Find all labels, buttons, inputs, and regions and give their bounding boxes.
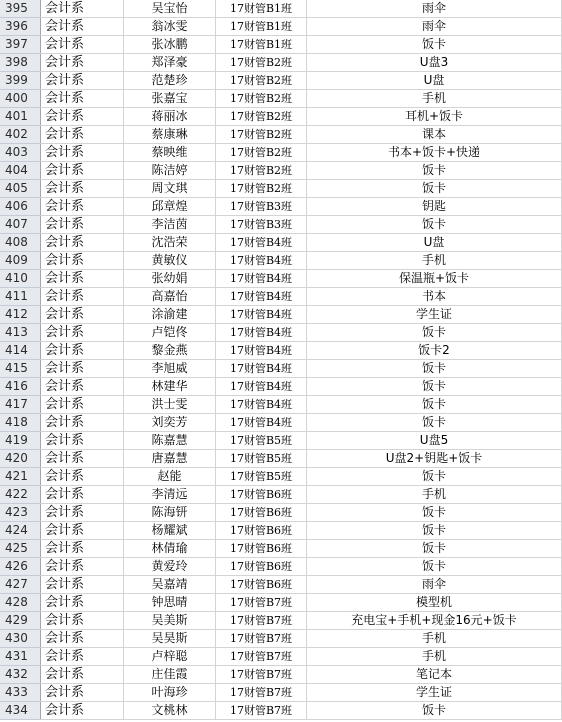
- cell-department[interactable]: 会计系: [41, 162, 124, 180]
- cell-item[interactable]: 学生证: [307, 306, 562, 324]
- cell-class[interactable]: 17财管B2班: [216, 162, 307, 180]
- cell-name[interactable]: 吴宝怡: [124, 0, 216, 18]
- cell-department[interactable]: 会计系: [41, 450, 124, 468]
- cell-item[interactable]: 保温瓶+饭卡: [307, 270, 562, 288]
- cell-department[interactable]: 会计系: [41, 234, 124, 252]
- cell-name[interactable]: 高嘉怡: [124, 288, 216, 306]
- cell-class[interactable]: 17财管B3班: [216, 216, 307, 234]
- cell-class[interactable]: 17财管B4班: [216, 414, 307, 432]
- cell-class[interactable]: 17财管B2班: [216, 54, 307, 72]
- cell-department[interactable]: 会计系: [41, 0, 124, 18]
- table-row: [0, 702, 562, 720]
- table-row: [0, 378, 562, 396]
- cell-item[interactable]: 课本: [307, 126, 562, 144]
- cell-department[interactable]: 会计系: [41, 342, 124, 360]
- row-header[interactable]: 403: [0, 144, 41, 162]
- cell-department[interactable]: 会计系: [41, 324, 124, 342]
- cell-department[interactable]: 会计系: [41, 396, 124, 414]
- cell-department[interactable]: 会计系: [41, 612, 124, 630]
- cell-name[interactable]: 卢铠佟: [124, 324, 216, 342]
- cell-class[interactable]: 17财管B2班: [216, 90, 307, 108]
- cell-class[interactable]: 17财管B1班: [216, 36, 307, 54]
- table-row: [0, 0, 562, 18]
- table-row: [0, 522, 562, 540]
- cell-name[interactable]: 文桃林: [124, 702, 216, 720]
- cell-class[interactable]: 17财管B7班: [216, 630, 307, 648]
- cell-item[interactable]: 钥匙: [307, 198, 562, 216]
- table-row: [0, 486, 562, 504]
- row-header[interactable]: 432: [0, 666, 41, 684]
- cell-department[interactable]: 会计系: [41, 108, 124, 126]
- cell-name[interactable]: 陈洁婷: [124, 162, 216, 180]
- cell-item[interactable]: 饭卡: [307, 468, 562, 486]
- cell-item[interactable]: 充电宝+手机+现金16元+饭卡: [307, 612, 562, 630]
- row-header[interactable]: 405: [0, 180, 41, 198]
- cell-item[interactable]: U盘3: [307, 54, 562, 72]
- row-header[interactable]: 395: [0, 0, 41, 18]
- cell-class[interactable]: 17财管B4班: [216, 306, 307, 324]
- cell-department[interactable]: 会计系: [41, 666, 124, 684]
- cell-department[interactable]: 会计系: [41, 36, 124, 54]
- cell-department[interactable]: 会计系: [41, 684, 124, 702]
- cell-department[interactable]: 会计系: [41, 144, 124, 162]
- cell-class[interactable]: 17财管B7班: [216, 612, 307, 630]
- cell-class[interactable]: 17财管B2班: [216, 180, 307, 198]
- cell-item[interactable]: 笔记本: [307, 666, 562, 684]
- cell-department[interactable]: 会计系: [41, 270, 124, 288]
- cell-name[interactable]: 李旭威: [124, 360, 216, 378]
- cell-department[interactable]: 会计系: [41, 180, 124, 198]
- cell-name[interactable]: 钟思晴: [124, 594, 216, 612]
- row-header[interactable]: 411: [0, 288, 41, 306]
- cell-class[interactable]: 17财管B7班: [216, 594, 307, 612]
- cell-name[interactable]: 黎金燕: [124, 342, 216, 360]
- table-row: [0, 270, 562, 288]
- cell-name[interactable]: 唐嘉慧: [124, 450, 216, 468]
- cell-name[interactable]: 范楚珍: [124, 72, 216, 90]
- cell-class[interactable]: 17财管B4班: [216, 270, 307, 288]
- cell-department[interactable]: 会计系: [41, 486, 124, 504]
- cell-name[interactable]: 林倩瑜: [124, 540, 216, 558]
- cell-class[interactable]: 17财管B1班: [216, 0, 307, 18]
- table-row: [0, 18, 562, 36]
- row-header[interactable]: 429: [0, 612, 41, 630]
- cell-class[interactable]: 17财管B4班: [216, 378, 307, 396]
- cell-item[interactable]: 饭卡: [307, 216, 562, 234]
- table-row: [0, 54, 562, 72]
- cell-item[interactable]: 饭卡: [307, 360, 562, 378]
- table-row: [0, 306, 562, 324]
- table-row: [0, 324, 562, 342]
- cell-item[interactable]: 饭卡2: [307, 342, 562, 360]
- cell-class[interactable]: 17财管B7班: [216, 648, 307, 666]
- cell-name[interactable]: 翁冰雯: [124, 18, 216, 36]
- row-header[interactable]: 433: [0, 684, 41, 702]
- cell-item[interactable]: 雨伞: [307, 576, 562, 594]
- table-row: [0, 612, 562, 630]
- cell-class[interactable]: 17财管B4班: [216, 342, 307, 360]
- cell-item[interactable]: 手机: [307, 648, 562, 666]
- cell-department[interactable]: 会计系: [41, 558, 124, 576]
- cell-item[interactable]: 学生证: [307, 684, 562, 702]
- row-header[interactable]: 419: [0, 432, 41, 450]
- cell-class[interactable]: 17财管B6班: [216, 540, 307, 558]
- cell-class[interactable]: 17财管B2班: [216, 108, 307, 126]
- cell-item[interactable]: 雨伞: [307, 18, 562, 36]
- cell-item[interactable]: 饭卡: [307, 180, 562, 198]
- row-header[interactable]: 422: [0, 486, 41, 504]
- row-header[interactable]: 399: [0, 72, 41, 90]
- cell-name[interactable]: 涂渝建: [124, 306, 216, 324]
- cell-name[interactable]: 张冰鹏: [124, 36, 216, 54]
- cell-department[interactable]: 会计系: [41, 522, 124, 540]
- cell-name[interactable]: 蔡康琳: [124, 126, 216, 144]
- row-header[interactable]: 421: [0, 468, 41, 486]
- cell-item[interactable]: 手机: [307, 630, 562, 648]
- cell-name[interactable]: 杨耀斌: [124, 522, 216, 540]
- table-row: [0, 666, 562, 684]
- table-row: [0, 90, 562, 108]
- row-header[interactable]: 406: [0, 198, 41, 216]
- cell-name[interactable]: 黄爱玲: [124, 558, 216, 576]
- cell-item[interactable]: U盘5: [307, 432, 562, 450]
- row-header[interactable]: 396: [0, 18, 41, 36]
- cell-name[interactable]: 沈浩荣: [124, 234, 216, 252]
- cell-name[interactable]: 周文琪: [124, 180, 216, 198]
- cell-class[interactable]: 17财管B2班: [216, 144, 307, 162]
- row-header[interactable]: 427: [0, 576, 41, 594]
- row-header[interactable]: 416: [0, 378, 41, 396]
- cell-class[interactable]: 17财管B6班: [216, 504, 307, 522]
- table-row: [0, 396, 562, 414]
- cell-name[interactable]: 李洁茵: [124, 216, 216, 234]
- cell-class[interactable]: 17财管B2班: [216, 72, 307, 90]
- table-row: [0, 630, 562, 648]
- cell-department[interactable]: 会计系: [41, 72, 124, 90]
- cell-item[interactable]: 饭卡: [307, 378, 562, 396]
- row-header[interactable]: 401: [0, 108, 41, 126]
- cell-name[interactable]: 黄敏仪: [124, 252, 216, 270]
- table-row: [0, 648, 562, 666]
- cell-department[interactable]: 会计系: [41, 216, 124, 234]
- cell-class[interactable]: 17财管B4班: [216, 288, 307, 306]
- cell-item[interactable]: 饭卡: [307, 162, 562, 180]
- cell-department[interactable]: 会计系: [41, 540, 124, 558]
- cell-item[interactable]: 饭卡: [307, 540, 562, 558]
- cell-name[interactable]: 李清远: [124, 486, 216, 504]
- cell-class[interactable]: 17财管B4班: [216, 252, 307, 270]
- row-header[interactable]: 434: [0, 702, 41, 720]
- cell-item[interactable]: 饭卡: [307, 324, 562, 342]
- table-row: [0, 594, 562, 612]
- row-header[interactable]: 417: [0, 396, 41, 414]
- table-row: [0, 108, 562, 126]
- cell-name[interactable]: 刘奕芳: [124, 414, 216, 432]
- table-row: [0, 540, 562, 558]
- cell-name[interactable]: 蔡映维: [124, 144, 216, 162]
- cell-department[interactable]: 会计系: [41, 504, 124, 522]
- cell-class[interactable]: 17财管B4班: [216, 360, 307, 378]
- cell-name[interactable]: 洪士雯: [124, 396, 216, 414]
- table-row: [0, 36, 562, 54]
- table-row: [0, 126, 562, 144]
- table-row: [0, 468, 562, 486]
- table-row: [0, 180, 562, 198]
- row-header[interactable]: 415: [0, 360, 41, 378]
- cell-class[interactable]: 17财管B5班: [216, 432, 307, 450]
- row-header[interactable]: 407: [0, 216, 41, 234]
- cell-name[interactable]: 吴嘉靖: [124, 576, 216, 594]
- cell-department[interactable]: 会计系: [41, 378, 124, 396]
- cell-department[interactable]: 会计系: [41, 630, 124, 648]
- cell-item[interactable]: 耳机+饭卡: [307, 108, 562, 126]
- cell-department[interactable]: 会计系: [41, 18, 124, 36]
- cell-item[interactable]: 饭卡: [307, 414, 562, 432]
- cell-item[interactable]: 手机: [307, 252, 562, 270]
- cell-item[interactable]: 雨伞: [307, 0, 562, 18]
- table-row: [0, 360, 562, 378]
- row-header[interactable]: 414: [0, 342, 41, 360]
- table-row: [0, 252, 562, 270]
- row-header[interactable]: 430: [0, 630, 41, 648]
- row-header[interactable]: 412: [0, 306, 41, 324]
- table-row: [0, 288, 562, 306]
- cell-class[interactable]: 17财管B4班: [216, 396, 307, 414]
- cell-class[interactable]: 17财管B6班: [216, 576, 307, 594]
- table-row: [0, 504, 562, 522]
- table-row: [0, 558, 562, 576]
- cell-name[interactable]: 赵能: [124, 468, 216, 486]
- cell-item[interactable]: 模型机: [307, 594, 562, 612]
- table-row: [0, 144, 562, 162]
- row-header[interactable]: 425: [0, 540, 41, 558]
- cell-department[interactable]: 会计系: [41, 360, 124, 378]
- cell-item[interactable]: 饭卡: [307, 504, 562, 522]
- cell-class[interactable]: 17财管B4班: [216, 324, 307, 342]
- cell-name[interactable]: 张幼娟: [124, 270, 216, 288]
- table-row: [0, 576, 562, 594]
- cell-item[interactable]: 饭卡: [307, 36, 562, 54]
- cell-department[interactable]: 会计系: [41, 54, 124, 72]
- row-header[interactable]: 398: [0, 54, 41, 72]
- row-header[interactable]: 409: [0, 252, 41, 270]
- cell-name[interactable]: 陈海钘: [124, 504, 216, 522]
- table-row: [0, 72, 562, 90]
- cell-department[interactable]: 会计系: [41, 648, 124, 666]
- cell-name[interactable]: 陈嘉慧: [124, 432, 216, 450]
- table-row: [0, 342, 562, 360]
- cell-department[interactable]: 会计系: [41, 288, 124, 306]
- cell-department[interactable]: 会计系: [41, 90, 124, 108]
- cell-name[interactable]: 叶海珍: [124, 684, 216, 702]
- row-header[interactable]: 418: [0, 414, 41, 432]
- cell-class[interactable]: 17财管B3班: [216, 198, 307, 216]
- cell-class[interactable]: 17财管B4班: [216, 234, 307, 252]
- cell-name[interactable]: 郑泽豪: [124, 54, 216, 72]
- row-header[interactable]: 428: [0, 594, 41, 612]
- row-header[interactable]: 402: [0, 126, 41, 144]
- table-row: [0, 414, 562, 432]
- cell-class[interactable]: 17财管B6班: [216, 558, 307, 576]
- cell-class[interactable]: 17财管B7班: [216, 684, 307, 702]
- row-header[interactable]: 413: [0, 324, 41, 342]
- cell-class[interactable]: 17财管B1班: [216, 18, 307, 36]
- cell-department[interactable]: 会计系: [41, 594, 124, 612]
- cell-class[interactable]: 17财管B2班: [216, 126, 307, 144]
- table-row: [0, 162, 562, 180]
- cell-name[interactable]: 张嘉宝: [124, 90, 216, 108]
- cell-item[interactable]: 饭卡: [307, 396, 562, 414]
- cell-name[interactable]: 林建华: [124, 378, 216, 396]
- cell-department[interactable]: 会计系: [41, 252, 124, 270]
- cell-department[interactable]: 会计系: [41, 432, 124, 450]
- cell-department[interactable]: 会计系: [41, 126, 124, 144]
- cell-item[interactable]: U盘2+钥匙+饭卡: [307, 450, 562, 468]
- cell-class[interactable]: 17财管B6班: [216, 486, 307, 504]
- cell-class[interactable]: 17财管B7班: [216, 702, 307, 720]
- cell-class[interactable]: 17财管B7班: [216, 666, 307, 684]
- row-header[interactable]: 431: [0, 648, 41, 666]
- cell-item[interactable]: U盘: [307, 72, 562, 90]
- table-row: [0, 216, 562, 234]
- table-row: [0, 450, 562, 468]
- cell-department[interactable]: 会计系: [41, 702, 124, 720]
- table-row: [0, 234, 562, 252]
- cell-name[interactable]: 卢梓聪: [124, 648, 216, 666]
- row-header[interactable]: 408: [0, 234, 41, 252]
- row-header[interactable]: 423: [0, 504, 41, 522]
- cell-department[interactable]: 会计系: [41, 306, 124, 324]
- table-row: [0, 684, 562, 702]
- cell-department[interactable]: 会计系: [41, 468, 124, 486]
- cell-class[interactable]: 17财管B5班: [216, 450, 307, 468]
- cell-name[interactable]: 庄佳霞: [124, 666, 216, 684]
- row-header[interactable]: 400: [0, 90, 41, 108]
- cell-item[interactable]: 书本: [307, 288, 562, 306]
- cell-item[interactable]: 书本+饭卡+快递: [307, 144, 562, 162]
- cell-class[interactable]: 17财管B5班: [216, 468, 307, 486]
- cell-name[interactable]: 蒋丽冰: [124, 108, 216, 126]
- cell-name[interactable]: 吴昊斯: [124, 630, 216, 648]
- row-header[interactable]: 410: [0, 270, 41, 288]
- cell-department[interactable]: 会计系: [41, 414, 124, 432]
- cell-item[interactable]: U盘: [307, 234, 562, 252]
- cell-item[interactable]: 饭卡: [307, 522, 562, 540]
- cell-item[interactable]: 饭卡: [307, 702, 562, 720]
- row-header[interactable]: 397: [0, 36, 41, 54]
- table-row: [0, 198, 562, 216]
- cell-class[interactable]: 17财管B6班: [216, 522, 307, 540]
- cell-name[interactable]: 吴美斯: [124, 612, 216, 630]
- row-header[interactable]: 420: [0, 450, 41, 468]
- row-header[interactable]: 404: [0, 162, 41, 180]
- cell-department[interactable]: 会计系: [41, 198, 124, 216]
- cell-name[interactable]: 邱章煌: [124, 198, 216, 216]
- table-row: [0, 432, 562, 450]
- cell-item[interactable]: 手机: [307, 486, 562, 504]
- cell-department[interactable]: 会计系: [41, 576, 124, 594]
- row-header[interactable]: 424: [0, 522, 41, 540]
- cell-item[interactable]: 饭卡: [307, 558, 562, 576]
- row-header[interactable]: 426: [0, 558, 41, 576]
- cell-item[interactable]: 手机: [307, 90, 562, 108]
